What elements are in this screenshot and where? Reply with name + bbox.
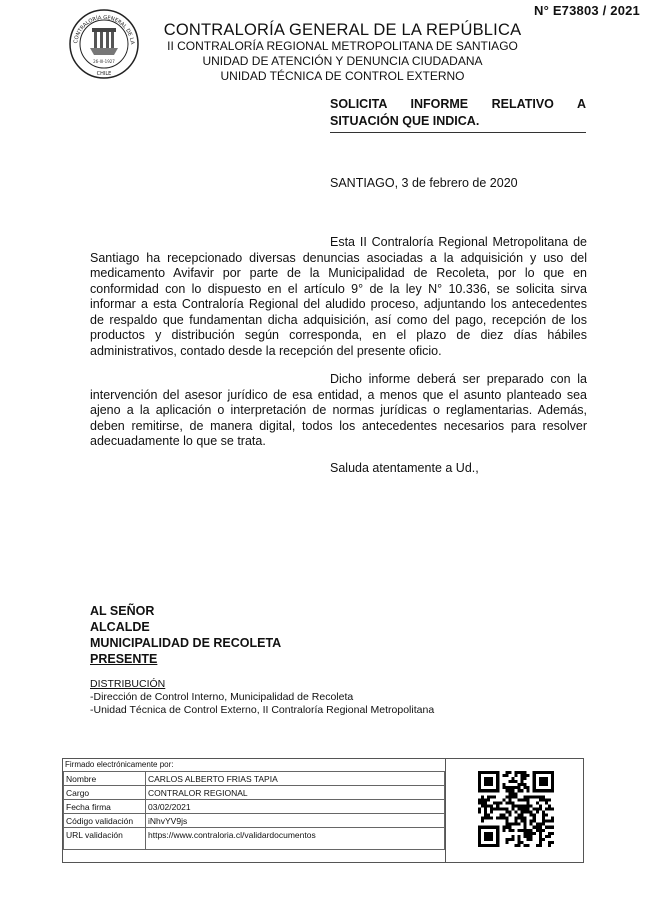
unit-line-2: UNIDAD TÉCNICA DE CONTROL EXTERNO	[220, 69, 465, 83]
distribution-title: DISTRIBUCIÓN	[90, 678, 166, 690]
table-row	[64, 772, 445, 786]
addressee-line-3: MUNICIPALIDAD DE RECOLETA	[90, 636, 282, 650]
distribution-item: -Unidad Técnica de Control Externo, II Contraloría Regional Metropolitana	[90, 704, 435, 716]
electronic-signature-box	[62, 758, 584, 863]
addressee-block	[90, 603, 281, 667]
signature-label: Cargo	[64, 786, 146, 800]
body-paragraph-1: Esta II Contraloría Regional Metropolitana de Santiago ha recepcionado diversas denuncias asociadas a la adquisición y uso del medicamento Avifavir por parte de la Municipalidad de Recoleta, por lo que en conformidad con lo dispuesto en el artículo 9° de la ley N° 10.336, se solicita sirva informar a esta Contraloría Regional del aludido proceso, adjuntando los antecedentes de respaldo que fundamentan dicha adquisición, así como del pago, recepción de los productos y distribución según corresponda, en el plazo de diez días hábiles administrativos, contado desde la recepción del presente oficio.	[90, 235, 587, 358]
signature-table	[63, 771, 445, 850]
subject-line-1: SOLICITA INFORME RELATIVO A	[330, 97, 586, 111]
svg-text:CHILE: CHILE	[96, 71, 112, 77]
signature-value: 03/02/2021	[146, 800, 445, 814]
institution-title: CONTRALORÍA GENERAL DE LA REPÚBLICA	[163, 21, 522, 39]
svg-text:26-III-1927: 26-III-1927	[93, 59, 115, 64]
addressee-line-4: PRESENTE	[90, 652, 158, 666]
qr-code-icon	[478, 771, 554, 847]
institution-header	[160, 21, 525, 84]
signature-label: URL validación	[64, 828, 146, 850]
signature-value: CONTRALOR REGIONAL	[146, 786, 445, 800]
regional-office-line: II CONTRALORÍA REGIONAL METROPOLITANA DE SANTIAGO	[167, 39, 518, 53]
table-row	[64, 786, 445, 800]
qr-frame	[445, 759, 584, 862]
svg-text:CONTRALORÍA GENERAL DE LA REPÚ: CONTRALORÍA GENERAL DE LA	[73, 14, 135, 45]
table-row	[64, 828, 445, 850]
addressee-line-2: ALCALDE	[90, 620, 150, 634]
validation-url[interactable]: https://www.contraloria.cl/validardocumentos	[146, 828, 445, 850]
subject-block	[330, 96, 586, 133]
subject-line-2: SITUACIÓN QUE INDICA.	[330, 114, 480, 128]
signature-label: Código validación	[64, 814, 146, 828]
body-paragraph-2: Dicho informe deberá ser preparado con la intervención del asesor jurídico de esa entidad, a menos que el asunto planteado sea ajeno a la aplicación o interpretación de normas jurídicas o reglamentarias. Además, deben remitirse, de manera digital, todos los antecedentes necesarios para resolver adecuadamente lo que se trata.	[90, 372, 587, 448]
table-row	[64, 800, 445, 814]
signature-label: Nombre	[64, 772, 146, 786]
signature-value: iNhvYV9js	[146, 814, 445, 828]
table-row	[64, 814, 445, 828]
unit-line-1: UNIDAD DE ATENCIÓN Y DENUNCIA CIUDADANA	[202, 54, 483, 68]
contraloria-seal-logo	[68, 8, 140, 80]
addressee-line-1: AL SEÑOR	[90, 604, 155, 618]
signature-header: Firmado electrónicamente por:	[65, 760, 174, 769]
distribution-block	[90, 678, 434, 717]
distribution-item: -Dirección de Control Interno, Municipalidad de Recoleta	[90, 691, 354, 703]
closing-line: Saluda atentamente a Ud.,	[330, 461, 479, 475]
signature-label: Fecha firma	[64, 800, 146, 814]
date-line: SANTIAGO, 3 de febrero de 2020	[330, 176, 518, 190]
document-number: N° E73803 / 2021	[534, 3, 640, 18]
signature-value: CARLOS ALBERTO FRIAS TAPIA	[146, 772, 445, 786]
